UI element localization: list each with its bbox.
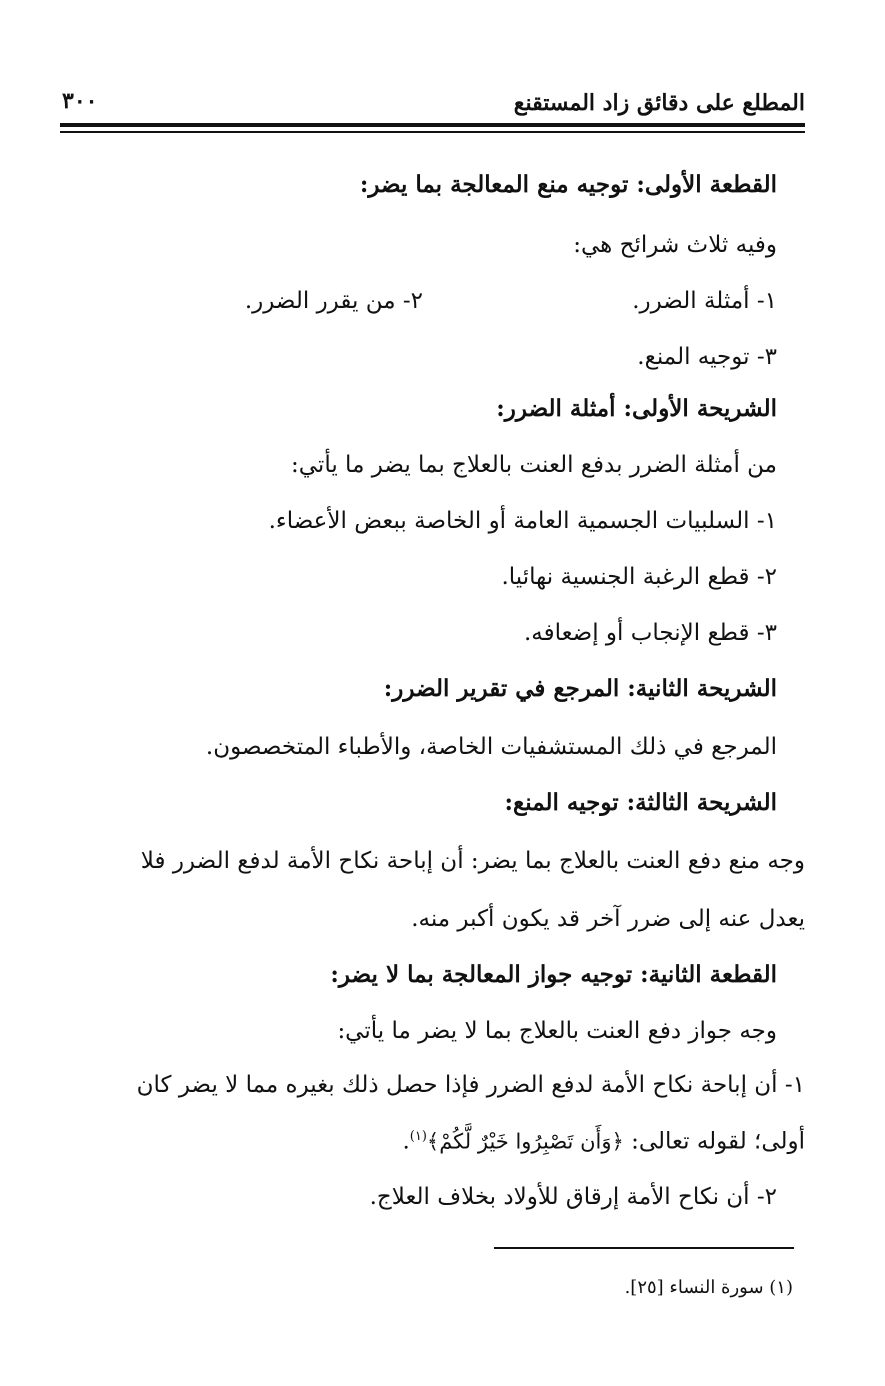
- slice3-line-2: يعدل عنه إلى ضرر آخر قد يكون أكبر منه.: [411, 906, 805, 932]
- footnote: (١) سورة النساء [٢٥].: [624, 1277, 793, 1298]
- slice1-intro: من أمثلة الضرر بدفع العنت بالعلاج بما يضر ما يأتي:: [291, 452, 777, 478]
- section2-heading: القطعة الثانية: توجيه جواز المعالجة بما لا يضر:: [330, 961, 777, 988]
- slice1-item-2: ٢- قطع الرغبة الجنسية نهائيا.: [501, 564, 777, 590]
- section1-item-3: ٣- توجيه المنع.: [637, 344, 777, 370]
- slice1-heading: الشريحة الأولى: أمثلة الضرر:: [496, 395, 777, 422]
- section1-intro: وفيه ثلاث شرائح هي:: [573, 232, 777, 258]
- section2-item-1-prefix: أولى؛ لقوله تعالى:: [631, 1128, 805, 1155]
- footnote-divider: [494, 1247, 794, 1249]
- section2-item-1-line-1: ١- أن إباحة نكاح الأمة لدفع الضرر فإذا حصل ذلك بغيره مما لا يضر كان: [136, 1072, 805, 1098]
- slice1-item-3: ٣- قطع الإنجاب أو إضعافه.: [523, 620, 777, 646]
- slice3-heading: الشريحة الثالثة: توجيه المنع:: [504, 789, 777, 816]
- section1-heading: القطعة الأولى: توجيه منع المعالجة بما يضر:: [359, 171, 777, 198]
- quran-verse: ﴿وَأَن تَصْبِرُوا خَيْرٌ لَّكُمْ﴾: [426, 1129, 624, 1154]
- header-rule-thin: [60, 131, 805, 133]
- sentence-end: .: [402, 1128, 410, 1155]
- slice2-heading: الشريحة الثانية: المرجع في تقرير الضرر:: [383, 675, 777, 702]
- slice3-line-1: وجه منع دفع العنت بالعلاج بما يضر: أن إباحة نكاح الأمة لدفع الضرر فلا: [140, 848, 805, 874]
- page-number: ٣٠٠: [62, 88, 98, 114]
- section1-item-1: ١- أمثلة الضرر.: [632, 288, 777, 314]
- slice2-text: المرجع في ذلك المستشفيات الخاصة، والأطباء المتخصصون.: [205, 734, 777, 760]
- footnote-ref[interactable]: (١): [409, 1129, 427, 1144]
- section1-item-2: ٢- من يقرر الضرر.: [244, 288, 423, 314]
- book-title: المطلع على دقائق زاد المستقنع: [513, 90, 805, 116]
- slice1-item-1: ١- السلبيات الجسمية العامة أو الخاصة ببعض الأعضاء.: [268, 508, 777, 534]
- section2-item-1-line-2: [402, 1120, 805, 1159]
- section2-item-2: ٢- أن نكاح الأمة إرقاق للأولاد بخلاف العلاج.: [369, 1184, 777, 1210]
- header-rule-thick: [60, 123, 805, 127]
- section2-intro: وجه جواز دفع العنت بالعلاج بما لا يضر ما يأتي:: [337, 1018, 777, 1044]
- running-header: [62, 86, 805, 120]
